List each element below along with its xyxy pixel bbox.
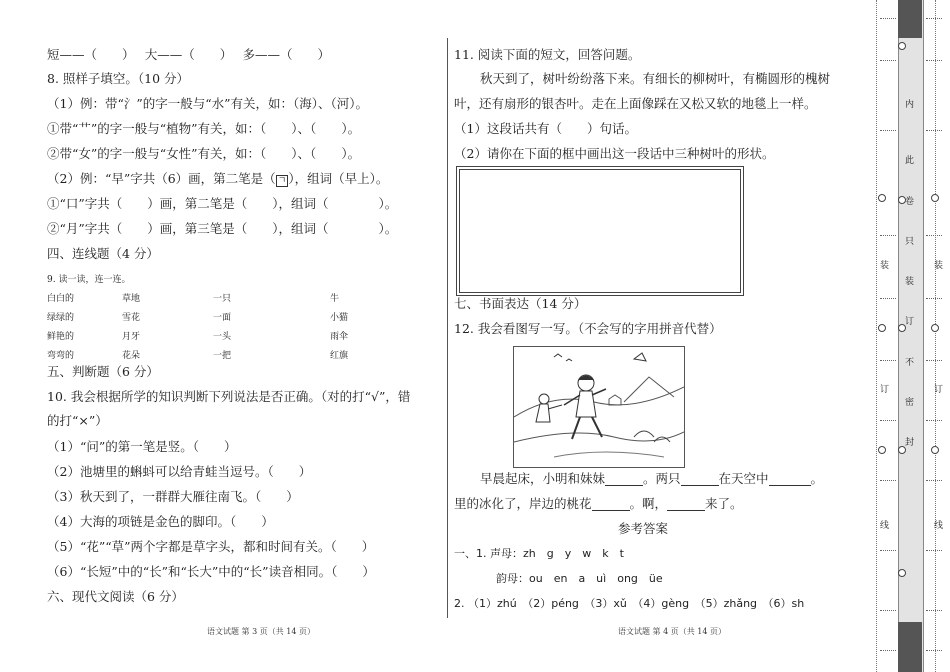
binding-label-right: 线 [934,521,944,531]
column-divider [447,38,448,618]
section-5-title: 五、判断题（6 分） [47,364,159,379]
match-cell[interactable]: 白白的 [47,294,75,304]
judge-item-2: （2）池塘里的蝌蚪可以给青蛙当逗号。（ ） [47,464,312,479]
binding-dash [926,550,942,551]
q8-item-d: ②“月”字共（ ）画，第三笔是（ ），组词（ ）。 [47,221,398,236]
seal-strip-bottom [898,622,922,672]
scene-illustration [513,346,685,468]
binding-dash [926,130,942,131]
binding-dash [880,130,896,131]
binding-label-left: 线 [880,521,890,531]
q11-sub-1: （1）这段话共有（ ）句话。 [454,121,637,136]
scene-illustration-svg [514,347,684,467]
question-8-title: 8. 照样子填空。（10 分） [47,71,190,86]
judge-item-3: （3）秋天到了，一群群大雁往南飞。（ ） [47,489,299,504]
passage-line-1: 秋天到了，树叶纷纷落下来。有细长的柳树叶，有椭圆形的槐树 [480,71,831,86]
binding-dash [880,298,896,299]
seal-char: 不 [905,358,915,368]
judge-item-4: （4）大海的项链是金色的脚印。（ ） [47,514,274,529]
binding-label-right: 订 [934,385,944,395]
blank-field[interactable] [681,472,719,486]
q10-line-2: 的打“×”） [47,413,108,428]
match-cell[interactable]: 小猫 [330,313,349,323]
answer-2-pinyin: 2. （1）zhú （2）péng （3）xǔ （4）gèng （5）zhǎng （6）sh [454,597,805,610]
binding-dash [926,298,942,299]
binding-hole [931,324,939,332]
match-cell[interactable]: 雨伞 [330,332,349,342]
match-cell[interactable]: 月牙 [122,332,141,342]
seal-char: 装 [905,277,915,287]
dotted-guide-right [935,0,936,672]
seal-char: 内 [905,100,915,110]
seal-char: 订 [905,317,915,327]
blank-field[interactable] [605,472,643,486]
q8-example-2-part2: ），组词（早上）。 [288,171,389,186]
q10-line-1: 10. 我会根据所学的知识判断下列说法是否正确。（对的打“√”，错 [47,389,411,404]
binding-dash [926,650,942,651]
seal-char: 卷 [905,197,915,207]
question-11-title: 11. 阅读下面的短文，回答问题。 [454,47,641,62]
match-cell[interactable]: 一把 [213,351,232,361]
binding-dash [926,60,942,61]
binding-hole [931,446,939,454]
binding-dash [926,480,942,481]
writing-text: 来了。 [705,496,743,511]
match-cell[interactable]: 雪花 [122,313,141,323]
match-cell[interactable]: 草地 [122,294,141,304]
match-cell[interactable]: 牛 [330,294,340,304]
dotted-guide-left [876,0,877,672]
writing-text: 。啊， [629,496,668,511]
judge-item-1: （1）“问”的第一笔是竖。（ ） [47,439,237,454]
binding-hole [898,569,906,577]
blank-field[interactable] [592,497,630,511]
match-cell[interactable]: 绿绿的 [47,313,75,323]
match-cell[interactable]: 一面 [213,313,232,323]
q8-item-a: ①带“艹”的字一般与“植物”有关，如：（ ）、（ ）。 [47,121,361,136]
q8-item-c: ①“口”字共（ ）画，第二笔是（ ），组词（ ）。 [47,196,398,211]
question-12-title: 12. 我会看图写一写。（不会写的字用拼音代替） [454,321,722,336]
binding-dash [880,610,896,611]
section-6-title: 六、现代文阅读（6 分） [47,589,184,604]
section-4-title: 四、连线题（4 分） [47,246,159,261]
q8-example-2 [47,172,388,187]
page-footer-left: 语文试题 第 3 页（共 14 页） [207,627,315,636]
binding-hole [878,194,886,202]
binding-dash [926,235,942,236]
writing-text: 。两只 [643,471,681,486]
binding-hole [898,42,906,50]
writing-line-1 [480,472,823,486]
answer-1-initials: 一、1. 声母：zh g y w k t [454,547,624,560]
question-9-title: 9. 读一读，连一连。 [47,275,131,285]
q8-example-1: （1）例：带“氵”的字一般与“水”有关，如：（海）、（河）。 [47,96,369,111]
binding-hole [931,194,939,202]
stroke-glyph: ㄱ [277,176,287,186]
match-cell[interactable]: 一头 [213,332,232,342]
writing-text: 早晨起床，小明和妹妹 [480,471,606,486]
seal-char: 封 [905,438,915,448]
page-footer-right: 语文试题 第 4 页（共 14 页） [618,627,726,636]
answer-1-finals: 韵母：ou en a uì ong üe [496,572,663,585]
binding-dash [880,60,896,61]
drawing-box-inner [459,169,741,293]
binding-dash [926,420,942,421]
binding-dash [880,235,896,236]
binding-dash [926,610,942,611]
binding-hole [878,324,886,332]
match-cell[interactable]: 红旗 [330,351,349,361]
match-cell[interactable]: 鲜艳的 [47,332,75,342]
binding-hole [878,446,886,454]
match-cell[interactable]: 弯弯的 [47,351,75,361]
blank-field[interactable] [769,472,811,486]
binding-label-right: 装 [934,261,944,271]
writing-text: 。 [810,471,824,486]
q8-example-2-part1: （2）例：“早”字共（6）画，第二笔是（ [47,171,276,186]
writing-text: 在天空中 [718,471,769,486]
binding-dash [926,360,942,361]
binding-dash [880,650,896,651]
binding-dash [880,480,896,481]
writing-text: 里的冰化了，岸边的桃花 [454,496,592,511]
q11-sub-2: （2）请你在下面的框中画出这一段话中三种树叶的形状。 [454,146,775,161]
binding-dash [880,420,896,421]
match-cell[interactable]: 一只 [213,294,232,304]
binding-dash [880,550,896,551]
passage-line-2: 叶，还有扇形的银杏叶。走在上面像踩在又松又软的地毯上一样。 [454,96,817,111]
seal-char: 密 [905,398,915,408]
judge-item-5: （5）“花”“草”两个字都是草字头，都和时间有关。（ ） [47,539,375,554]
seal-strip-top [898,0,922,38]
antonym-line: 短——（ ） 大——（ ） 多——（ ） [47,47,330,62]
blank-field[interactable] [667,497,705,511]
seal-char: 此 [905,156,915,166]
match-cell[interactable]: 花朵 [122,351,141,361]
writing-line-2 [454,497,743,511]
binding-dash [880,18,896,19]
binding-label-left: 订 [880,385,890,395]
answer-key-title: 参考答案 [618,521,669,536]
judge-item-6: （6）“长短”中的“长”和“长大”中的“长”读音相同。（ ） [47,564,375,579]
q8-item-b: ②带“女”的字一般与“女性”有关，如：（ ）、（ ）。 [47,146,361,161]
binding-dash [926,18,942,19]
binding-dash [880,360,896,361]
seal-char: 只 [905,237,915,247]
section-7-title: 七、书面表达（14 分） [454,296,587,311]
drawing-box[interactable] [456,166,744,296]
binding-label-left: 装 [880,261,890,271]
